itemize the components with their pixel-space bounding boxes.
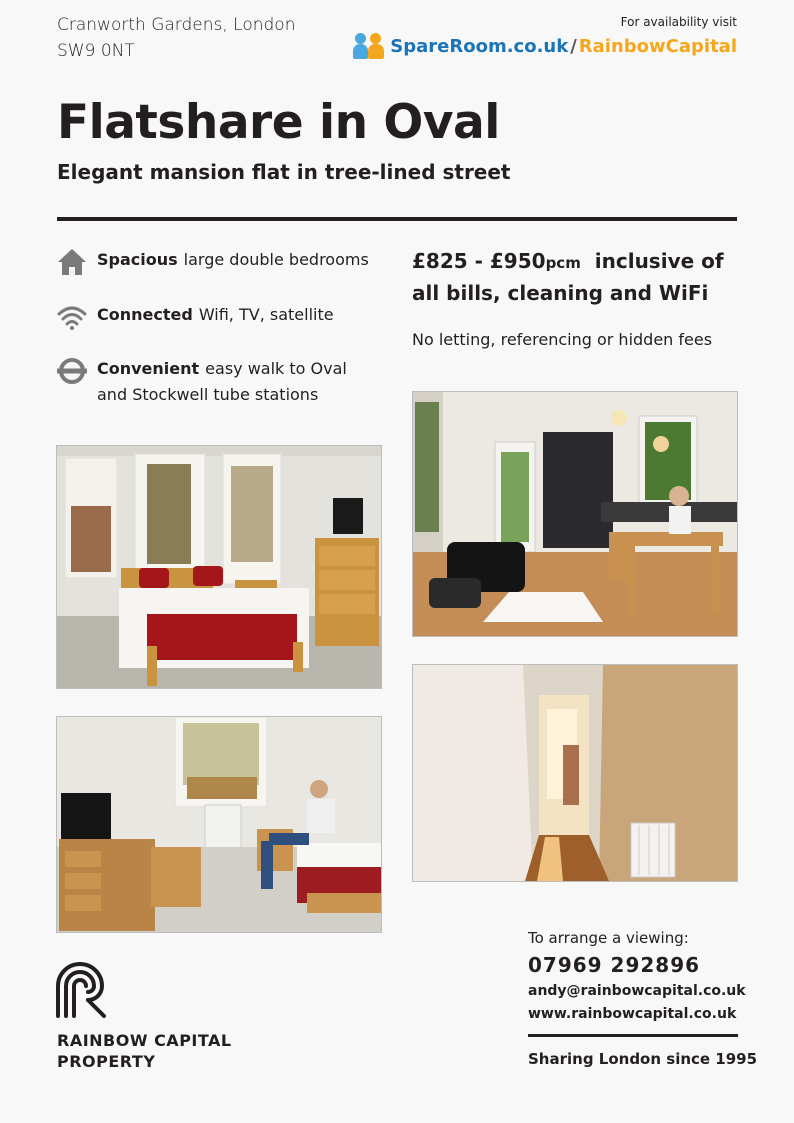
spareroom-logo-text: SpareRoom.co.uk xyxy=(390,35,569,57)
photo-bedroom-bay-window xyxy=(56,445,382,689)
contact-divider xyxy=(528,1034,738,1037)
tube-roundel-icon xyxy=(57,356,87,386)
feature-text: Wifi, TV, satellite xyxy=(198,305,334,324)
feature-spacious xyxy=(57,247,369,277)
house-icon xyxy=(57,247,87,277)
pricing-block xyxy=(412,246,742,308)
contact-tagline: Sharing London since 1995 xyxy=(528,1050,758,1068)
feature-text: easy walk to Oval xyxy=(205,359,347,378)
feature-label: Connected xyxy=(97,305,193,324)
brand-name-line2: PROPERTY xyxy=(57,1052,156,1071)
availability-label: For availability visit xyxy=(620,15,737,29)
brand-name-line1: RAINBOW CAPITAL xyxy=(57,1031,232,1050)
photo-kitchen-dining xyxy=(412,391,738,637)
people-icon xyxy=(353,33,387,59)
feature-connected xyxy=(57,302,334,332)
spareroom-rainbowcapital-logo[interactable] xyxy=(353,33,737,59)
contact-website-link[interactable]: www.rainbowcapital.co.uk xyxy=(528,1006,737,1022)
feature-text: large double bedrooms xyxy=(183,250,369,269)
contact-intro: To arrange a viewing: xyxy=(528,929,689,947)
rainbow-capital-logo-mark xyxy=(56,962,108,1022)
photo-hallway xyxy=(412,664,738,882)
wifi-icon xyxy=(57,302,87,332)
photo-bedroom-desk xyxy=(56,716,382,933)
contact-email-link[interactable]: andy@rainbowcapital.co.uk xyxy=(528,983,746,999)
price-inclusive-line1: inclusive of xyxy=(594,249,724,273)
page-subtitle: Elegant mansion flat in tree-lined street xyxy=(57,160,511,184)
logo-separator: / xyxy=(570,35,577,57)
price-range: £825 - £950 xyxy=(412,249,546,273)
feature-label: Convenient xyxy=(97,359,200,378)
no-fees-note: No letting, referencing or hidden fees xyxy=(412,330,713,349)
title-divider xyxy=(57,217,737,221)
address-line1: Cranworth Gardens, London xyxy=(57,15,296,35)
price-inclusive-line2: all bills, cleaning and WiFi xyxy=(412,281,709,305)
feature-text-line2: and Stockwell tube stations xyxy=(97,385,319,404)
contact-phone-link[interactable]: 07969 292896 xyxy=(528,953,701,977)
price-unit: pcm xyxy=(545,254,581,272)
address-line2: SW9 0NT xyxy=(57,41,135,61)
rainbowcapital-logo-text: RainbowCapital xyxy=(578,35,737,57)
brand-name xyxy=(57,1030,232,1072)
feature-convenient xyxy=(57,356,347,408)
property-address xyxy=(57,12,295,64)
feature-label: Spacious xyxy=(97,250,178,269)
page-title: Flatshare in Oval xyxy=(57,95,500,150)
